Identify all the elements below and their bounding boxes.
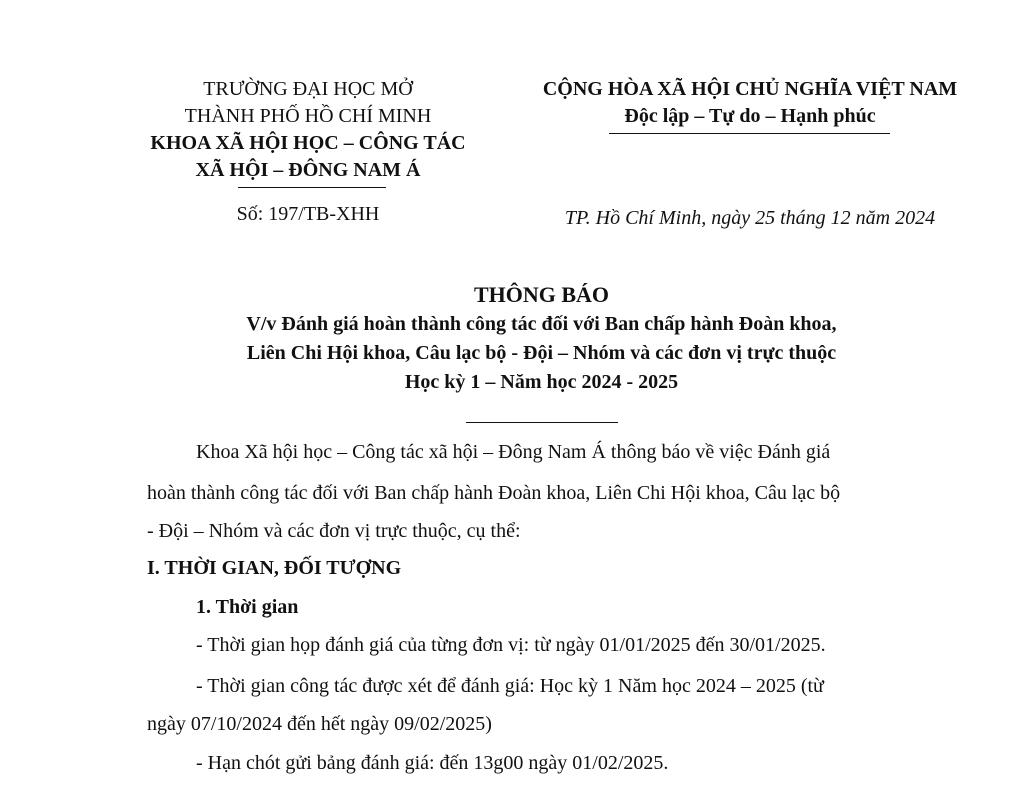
intro-line1: Khoa Xã hội học – Công tác xã hội – Đông Nam Á thông báo về việc Đánh giá	[196, 441, 831, 463]
document-date: TP. Hồ Chí Minh, ngày 25 tháng 12 năm 2024	[564, 207, 936, 229]
intro-line3: - Đội – Nhóm và các đơn vị trực thuộc, cụ thể:	[147, 520, 521, 542]
faculty-name-line1: KHOA XÃ HỘI HỌC – CÔNG TÁC	[150, 132, 466, 154]
notice-subject-line2: Liên Chi Hội khoa, Câu lạc bộ - Đội – Nhóm và các đơn vị trực thuộc	[246, 342, 837, 364]
university-name-line2: THÀNH PHỐ HỒ CHÍ MINH	[184, 105, 432, 127]
document-number: Số: 197/TB-XHH	[236, 203, 380, 225]
country-name: CỘNG HÒA XÃ HỘI CHỦ NGHĨA VIỆT NAM	[542, 78, 958, 100]
notice-title: THÔNG BÁO	[473, 282, 610, 307]
list-item-evaluation-period-line1: - Thời gian công tác được xét để đánh giá: Học kỳ 1 Năm học 2024 – 2025 (từ	[196, 675, 824, 697]
university-name-line1: TRƯỜNG ĐẠI HỌC MỞ	[203, 78, 413, 100]
section-heading-time-audience: I. THỜI GIAN, ĐỐI TƯỢNG	[147, 557, 402, 579]
left-header-rule	[238, 187, 386, 188]
motto: Độc lập – Tự do – Hạnh phúc	[624, 105, 876, 127]
list-item-submission-deadline: - Hạn chót gửi bảng đánh giá: đến 13g00 ngày 01/02/2025.	[196, 752, 669, 774]
issuing-organization	[118, 76, 498, 184]
faculty-name-line2: XÃ HỘI – ĐÔNG NAM Á	[195, 159, 421, 181]
list-item-meeting-time: - Thời gian họp đánh giá của từng đơn vị: từ ngày 01/01/2025 đến 30/01/2025.	[196, 634, 826, 656]
notice-subject-line3: Học kỳ 1 – Năm học 2024 - 2025	[404, 371, 679, 393]
notice-title-block	[0, 280, 1031, 397]
intro-line2: hoàn thành công tác đối với Ban chấp hành Đoàn khoa, Liên Chi Hội khoa, Câu lạc bộ	[147, 482, 841, 504]
right-header-rule	[609, 133, 890, 134]
subsection-heading-time: 1. Thời gian	[196, 596, 299, 618]
notice-subject-line1: V/v Đánh giá hoàn thành công tác đối với Ban chấp hành Đoàn khoa,	[246, 313, 837, 335]
list-item-evaluation-period-line2: ngày 07/10/2024 đến hết ngày 09/02/2025)	[147, 713, 492, 735]
national-motto	[500, 76, 1000, 130]
title-rule	[466, 422, 618, 423]
